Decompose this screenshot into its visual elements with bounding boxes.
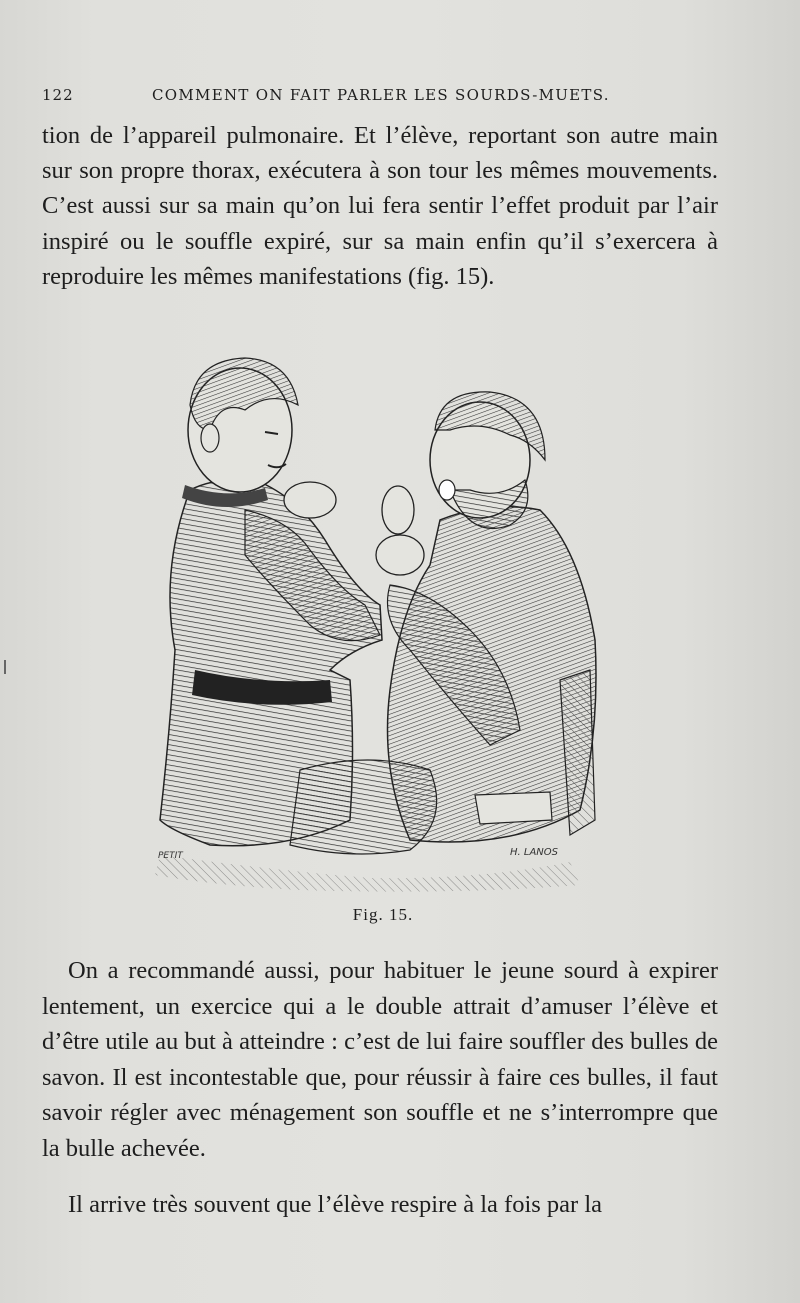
margin-mark: [4, 660, 6, 674]
signature-right: H. LANOS: [510, 847, 558, 858]
engraving-illustration-icon: [150, 350, 610, 895]
page-number: 122: [42, 86, 74, 104]
figure-caption: Fig. 15.: [352, 905, 414, 924]
running-title: COMMENT ON FAIT PARLER LES SOURDS-MUETS.: [152, 86, 610, 104]
running-head: [42, 86, 722, 110]
paragraph-1: tion de l’appareil pulmonaire. Et l’élève, reportant son autre main sur son propre thorax, exécutera à son tour les mêmes mouvements. C’est aussi sur sa main qu’on lui fera sentir l’effet produit par l’air inspiré ou le souffle expiré, sur sa main enfin qu’il s’exercera à reproduire les mêmes manifestations (fig. 15).: [42, 122, 718, 290]
paragraph-2: On a recommandé aussi, pour habituer le jeune sourd à expirer lentement, un exercice qui a le double attrait d’amuser l’élève et d’être utile au but à atteindre : c’est de lui faire souffler des bulles de savon. Il est incontestable que, pour réussir à faire ces bulles, il faut savoir régler avec ménagement son souffle et ne s’interrompre que la bulle achevée.: [42, 957, 718, 1162]
figure-illustration: [150, 350, 610, 895]
paragraph-3: Il arrive très souvent que l’élève respire à la fois par la: [68, 1191, 602, 1218]
signature-left: PETIT: [158, 851, 183, 861]
